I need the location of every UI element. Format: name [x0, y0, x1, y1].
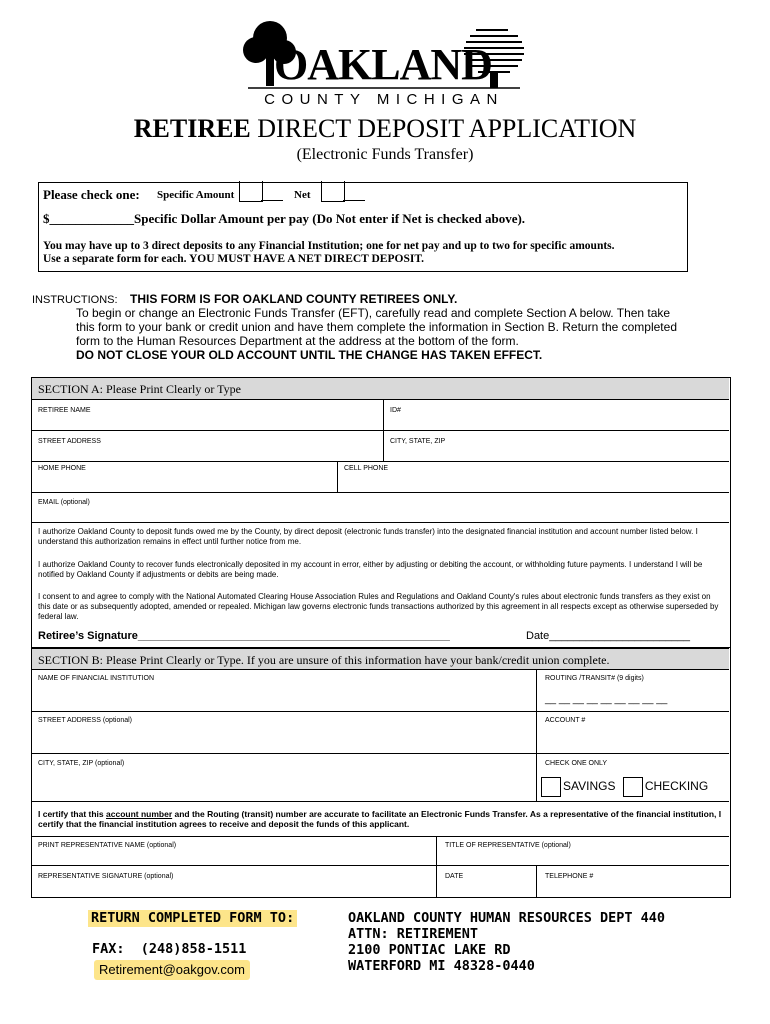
rep-date-field[interactable] [437, 866, 537, 898]
account-type-field [537, 754, 729, 802]
address-line-2: ATTN: RETIREMENT [348, 926, 479, 942]
cell-phone-field[interactable] [338, 462, 729, 493]
return-address [348, 910, 665, 974]
specific-amount-label: Specific Amount [157, 189, 235, 201]
retiree-signature-line[interactable] [38, 630, 450, 643]
home-phone-label: HOME PHONE [38, 465, 86, 472]
instructions-line-3: form to the Human Resources Department at the address at the bottom of the form. [76, 334, 519, 348]
city-state-zip-field[interactable] [384, 431, 729, 462]
rep-signature-field[interactable] [32, 866, 437, 898]
checking-label: CHECKING [644, 779, 709, 794]
please-check-label: Please check one: [43, 187, 140, 202]
city-state-zip-label: CITY, STATE, ZIP [390, 438, 446, 445]
section-a-header: SECTION A: Please Print Clearly or Type [32, 378, 729, 400]
bank-city-label: CITY, STATE, ZIP (optional) [38, 760, 125, 767]
separate-form-note: Use a separate form for each. YOU MUST HAVE A NET DIRECT DEPOSIT. [43, 253, 425, 265]
return-label: RETURN COMPLETED FORM TO: [88, 910, 297, 927]
account-field[interactable] [537, 712, 729, 754]
street-address-label: STREET ADDRESS [38, 438, 101, 445]
rep-signature-label: REPRESENTATIVE SIGNATURE (optional) [38, 873, 174, 880]
bank-street-field[interactable] [32, 712, 537, 754]
certify-pre: I certify that this [38, 809, 107, 819]
routing-label: ROUTING /TRANSIT# (9 digits) [545, 675, 644, 682]
retiree-date-line[interactable]: Date_______________________ [526, 630, 690, 642]
address-line-1: OAKLAND COUNTY HUMAN RESOURCES DEPT 440 [348, 910, 665, 926]
savings-checkbox[interactable] [541, 777, 561, 797]
specific-amount-checkbox[interactable] [239, 181, 263, 202]
title-bold: RETIREE [133, 114, 251, 143]
email-label: EMAIL (optional) [38, 499, 90, 506]
id-field[interactable] [384, 400, 729, 431]
section-b [31, 648, 731, 898]
account-label: ACCOUNT # [545, 717, 586, 724]
page-title [0, 113, 770, 145]
check-one-label: CHECK ONE ONLY [545, 760, 608, 767]
home-phone-field[interactable] [32, 462, 338, 493]
instructions-label: INSTRUCTIONS: [32, 294, 118, 306]
routing-blanks: __ __ __ __ __ __ __ __ __ [545, 694, 668, 705]
retiree-signature-text: Retiree’s Signature___________________________________________________ [38, 630, 450, 642]
instructions-headline: THIS FORM IS FOR OAKLAND COUNTY RETIREES ONLY. [130, 292, 458, 306]
authorization-consent: I consent to and agree to comply with the National Automated Clearing House Association Rules and Regulations and Oakland County's rules about electronic funds transfers as they exist on this date or as subsequently adopted, amended or repealed. Michigan law governs electronic funds transactions authorized by this agreement in all respects except as otherwise superseded by federal law. [38, 592, 719, 621]
checking-checkbox[interactable] [623, 777, 643, 797]
authorization-recover: I authorize Oakland County to recover funds electronically deposited in my account in error, either by adjusting or debiting the account, or withholding future payments. I understand I will be notified by Oakland County if adjustments or debits are being made. [38, 560, 703, 579]
rep-title-label: TITLE OF REPRESENTATIVE (optional) [445, 842, 571, 849]
section-b-header: SECTION B: Please Print Clearly or Type. If you are unsure of this information have your bank/credit union complete. [32, 648, 729, 670]
fax-number: FAX: (248)858-1511 [92, 941, 247, 957]
authorization-deposit: I authorize Oakland County to deposit funds owed me by the County, by direct deposit (electronic funds transfer) into the designated financial institution and account number listed below. I understand this authorization remains in effect until further notice from me. [38, 527, 698, 546]
savings-label: SAVINGS [563, 779, 616, 794]
logo-sub-text: COUNTY MICHIGAN [264, 91, 504, 108]
rep-name-label: PRINT REPRESENTATIVE NAME (optional) [38, 842, 177, 849]
dollar-amount-line[interactable]: $_____________Specific Dollar Amount per pay (Do Not enter if Net is checked above). [43, 211, 526, 226]
financial-institution-label: NAME OF FINANCIAL INSTITUTION [38, 675, 155, 682]
county-logo [238, 14, 528, 110]
net-label: Net [294, 189, 311, 201]
bank-city-field[interactable] [32, 754, 537, 802]
cell-phone-label: CELL PHONE [344, 465, 389, 472]
certify-account-number: account number [106, 809, 173, 819]
certify-post: and the Routing (transit) number are accurate to facilitate an Electronic Funds Transfer. As a representative of the financial institution, I certify that the financial institution agrees to receive and deposit the funds of this applicant. [38, 809, 722, 829]
rep-title-field[interactable] [437, 836, 729, 866]
financial-institution-field[interactable] [32, 670, 537, 712]
logo-brand-text: OAKLAND [274, 40, 492, 89]
rep-name-field[interactable] [32, 836, 437, 866]
address-line-4: WATERFORD MI 48328-0440 [348, 958, 535, 974]
email-field[interactable] [32, 493, 729, 523]
address-line-3: 2100 PONTIAC LAKE RD [348, 942, 511, 958]
page-subtitle: (Electronic Funds Transfer) [296, 146, 474, 163]
instructions-line-1: To begin or change an Electronic Funds Transfer (EFT), carefully read and complete Section A below. Then take [76, 306, 671, 320]
return-email[interactable]: Retirement@oakgov.com [94, 960, 250, 980]
rep-phone-label: TELEPHONE # [545, 873, 594, 880]
retiree-name-label: RETIREE NAME [38, 407, 91, 414]
title-rest: DIRECT DEPOSIT APPLICATION [250, 114, 637, 143]
street-address-field[interactable] [32, 431, 384, 462]
deposit-type-panel [38, 182, 688, 272]
instructions-line-2: this form to your bank or credit union and have them complete the information in Section B. Return the completed [76, 320, 677, 334]
certification-text [38, 809, 726, 829]
routing-field[interactable] [537, 670, 729, 712]
id-label: ID# [390, 407, 401, 414]
instructions-body [76, 306, 677, 362]
net-checkbox[interactable] [321, 181, 345, 202]
instructions-warning: DO NOT CLOSE YOUR OLD ACCOUNT UNTIL THE CHANGE HAS TAKEN EFFECT. [76, 348, 543, 362]
rep-phone-field[interactable] [537, 866, 729, 898]
section-a [31, 377, 731, 648]
retiree-name-field[interactable] [32, 400, 384, 431]
rep-date-label: DATE [445, 873, 464, 880]
deposit-limit-note: You may have up to 3 direct deposits to any Financial Institution; one for net pay and up to two for specific amounts. [43, 240, 615, 252]
bank-street-label: STREET ADDRESS (optional) [38, 717, 133, 724]
